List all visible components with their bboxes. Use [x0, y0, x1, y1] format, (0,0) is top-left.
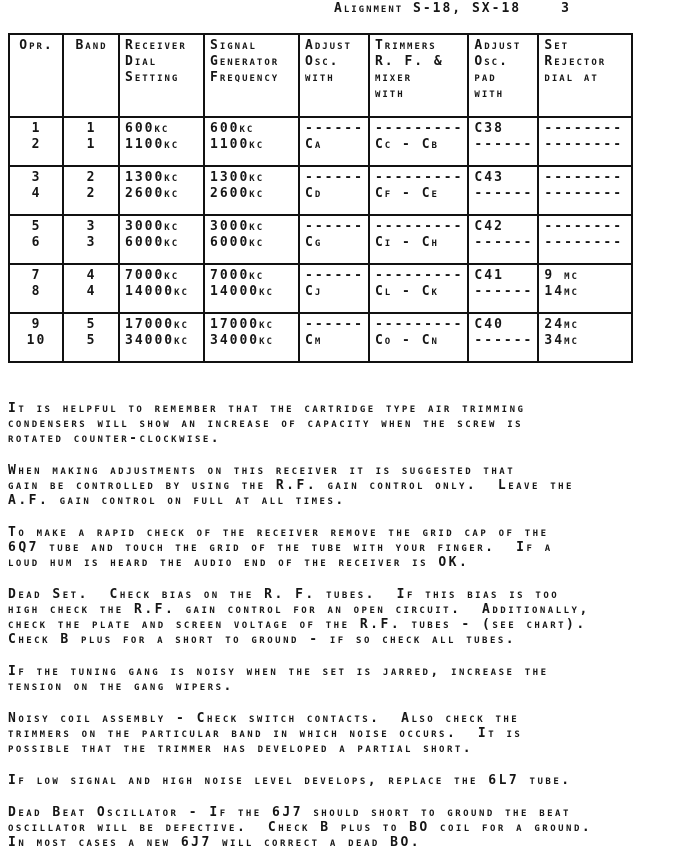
cell-freq: [204, 215, 299, 264]
cell-osc: [299, 215, 369, 264]
paragraph: [8, 773, 674, 788]
cell-opr: [9, 166, 63, 215]
text-line: Signal: [210, 38, 257, 53]
text-line: C38: [474, 121, 504, 136]
text-line: It is helpful to remember that the cartridge type air trimming: [8, 401, 526, 416]
text-line: R. F. &: [374, 54, 444, 69]
body-text: [8, 401, 674, 849]
text-line: 6000kc: [210, 235, 265, 250]
text-line: Noisy coil assembly - Check switch contacts. Also check the: [8, 711, 520, 726]
text-line: with: [474, 86, 505, 101]
text-line: 5: [86, 317, 97, 332]
cell-band: [63, 264, 119, 313]
col-header-osc: [299, 34, 369, 117]
text-line: 2600kc: [210, 186, 265, 201]
text-line: 6000kc: [125, 235, 180, 250]
text-line: --------: [544, 235, 624, 250]
text-line: 2: [86, 170, 97, 185]
text-line: C42: [474, 219, 504, 234]
text-line: 1300kc: [210, 170, 265, 185]
cell-dial: [119, 264, 204, 313]
text-line: with: [374, 86, 405, 101]
text-line: 6: [31, 235, 42, 250]
text-line: 3: [86, 235, 97, 250]
text-line: ------: [474, 284, 534, 299]
cell-trimmers: [369, 117, 468, 166]
text-line: Dead Set. Check bias on the R. F. tubes. If this bias is too: [8, 587, 560, 602]
text-line: If low signal and high noise level develops, replace the 6L7 tube.: [8, 773, 572, 788]
cell-pad: [468, 313, 538, 362]
table-header-row: [9, 34, 632, 117]
text-line: 10: [26, 333, 47, 348]
page-header: [8, 2, 674, 16]
text-line: --------: [544, 219, 624, 234]
text-line: Adjust: [474, 38, 522, 53]
paragraph: [8, 463, 674, 508]
text-line: 3: [31, 170, 42, 185]
col-header-trimmers: [369, 34, 468, 117]
text-line: ---------: [374, 121, 464, 136]
text-line: Dead Beat Oscillator - If the 6J7 should short to ground the beat: [8, 805, 571, 820]
text-line: --------: [544, 121, 624, 136]
cell-pad: [468, 264, 538, 313]
cell-trimmers: [369, 215, 468, 264]
text-line: Adjust: [305, 38, 352, 53]
text-line: 2600kc: [125, 186, 180, 201]
text-line: ------: [474, 137, 534, 152]
cell-trimmers: [369, 264, 468, 313]
page-title: Alignment S-18, SX-18: [334, 1, 522, 16]
text-line: ------: [305, 121, 364, 136]
text-line: oscillator will be defective. Check B plus to BO coil for a ground.: [8, 820, 593, 835]
text-line: Rejector: [544, 54, 607, 69]
cell-opr: [9, 264, 63, 313]
text-line: Ca: [305, 137, 323, 152]
cell-osc: [299, 264, 369, 313]
text-line: C43: [474, 170, 504, 185]
text-line: 1100kc: [125, 137, 180, 152]
text-line: ---------: [374, 317, 464, 332]
cell-freq: [204, 313, 299, 362]
table-row: [9, 215, 632, 264]
col-header-opr: [9, 34, 63, 117]
cell-band: [63, 215, 119, 264]
text-line: Set: [544, 38, 570, 53]
text-line: C41: [474, 268, 504, 283]
table-row: [9, 264, 632, 313]
text-line: Cm: [305, 333, 323, 348]
cell-freq: [204, 264, 299, 313]
text-line: 5: [31, 219, 42, 234]
text-line: To make a rapid check of the receiver remove the grid cap of the: [8, 525, 549, 540]
text-line: Trimmers: [374, 38, 437, 53]
cell-band: [63, 313, 119, 362]
cell-osc: [299, 117, 369, 166]
cell-dial: [119, 166, 204, 215]
cell-rejector: [538, 264, 632, 313]
text-line: 7000kc: [210, 268, 265, 283]
text-line: ---------: [374, 219, 464, 234]
table-row: [9, 117, 632, 166]
col-header-freq: [204, 34, 299, 117]
col-header-pad: [468, 34, 538, 117]
text-line: loud hum is heard the audio end of the receiver is OK.: [8, 555, 470, 570]
text-line: --------: [544, 186, 624, 201]
text-line: A.F. gain control on full at all times.: [8, 493, 346, 508]
text-line: 5: [86, 333, 97, 348]
text-line: 3000kc: [125, 219, 180, 234]
cell-dial: [119, 313, 204, 362]
text-line: 4: [86, 284, 97, 299]
text-line: Cd: [305, 186, 323, 201]
cell-pad: [468, 166, 538, 215]
text-line: rotated counter-clockwise.: [8, 431, 222, 446]
col-header-band: [63, 34, 119, 117]
text-line: 24mc: [544, 317, 579, 332]
alignment-table: [8, 33, 633, 363]
text-line: ------: [305, 219, 364, 234]
text-line: When making adjustments on this receiver it is suggested that: [8, 463, 516, 478]
text-line: 2: [31, 137, 42, 152]
text-line: gain be controlled by using the R.F. gain control only. Leave the: [8, 478, 574, 493]
text-line: 34mc: [544, 333, 579, 348]
cell-rejector: [538, 215, 632, 264]
text-line: Osc.: [474, 54, 509, 69]
paragraph: [8, 664, 674, 694]
text-line: 8: [31, 284, 42, 299]
text-line: tension on the gang wipers.: [8, 679, 234, 694]
text-line: 600kc: [210, 121, 255, 136]
cell-rejector: [538, 313, 632, 362]
cell-opr: [9, 215, 63, 264]
text-line: high check the R.F. gain control for an open circuit. Additionally,: [8, 602, 590, 617]
text-line: --------: [544, 170, 624, 185]
text-line: 1: [86, 121, 97, 136]
text-line: Cg: [305, 235, 323, 250]
text-line: Band: [75, 38, 108, 53]
cell-opr: [9, 313, 63, 362]
text-line: 14000kc: [210, 284, 274, 299]
text-line: 14000kc: [125, 284, 189, 299]
text-line: 1: [86, 137, 97, 152]
text-line: 4: [31, 186, 42, 201]
text-line: Cf - Ce: [374, 186, 439, 201]
text-line: possible that the trimmer has developed a partial short.: [8, 741, 474, 756]
cell-pad: [468, 117, 538, 166]
text-line: ------: [474, 186, 534, 201]
text-line: 14mc: [544, 284, 579, 299]
text-line: ---------: [374, 268, 464, 283]
text-line: C40: [474, 317, 504, 332]
text-line: Setting: [125, 70, 180, 85]
text-line: 9 mc: [544, 268, 579, 283]
text-line: Opr.: [19, 38, 54, 53]
text-line: 6Q7 tube and touch the grid of the tube with your finger. If a: [8, 540, 553, 555]
cell-pad: [468, 215, 538, 264]
text-line: Dial: [125, 54, 158, 69]
cell-rejector: [538, 117, 632, 166]
paragraph: [8, 401, 674, 446]
text-line: pad: [474, 70, 497, 85]
text-line: In most cases a new 6J7 will correct a dead BO.: [8, 835, 422, 849]
text-line: trimmers on the particular band in which noise occurs. It is: [8, 726, 523, 741]
cell-band: [63, 166, 119, 215]
text-line: 1: [31, 121, 42, 136]
text-line: Co - Cn: [374, 333, 439, 348]
cell-trimmers: [369, 166, 468, 215]
cell-band: [63, 117, 119, 166]
text-line: 7000kc: [125, 268, 180, 283]
cell-opr: [9, 117, 63, 166]
table-row: [9, 166, 632, 215]
text-line: ---------: [374, 170, 464, 185]
text-line: 7: [31, 268, 42, 283]
paragraph: [8, 711, 674, 756]
text-line: ------: [474, 235, 534, 250]
text-line: with: [305, 70, 335, 85]
page-number: 3: [561, 1, 571, 16]
text-line: Ci - Ch: [374, 235, 439, 250]
text-line: 1300kc: [125, 170, 180, 185]
text-line: 34000kc: [210, 333, 274, 348]
text-line: Cc - Cb: [374, 137, 439, 152]
text-line: condensers will show an increase of capacity when the screw is: [8, 416, 524, 431]
text-line: 9: [31, 317, 42, 332]
text-line: If the tuning gang is noisy when the set is jarred, increase the: [8, 664, 549, 679]
cell-dial: [119, 215, 204, 264]
text-line: 17000kc: [210, 317, 274, 332]
cell-dial: [119, 117, 204, 166]
text-line: Receiver: [125, 38, 187, 53]
col-header-dial: [119, 34, 204, 117]
text-line: Cl - Ck: [374, 284, 439, 299]
text-line: 3000kc: [210, 219, 265, 234]
text-line: mixer: [374, 70, 413, 85]
table-row: [9, 313, 632, 362]
text-line: Cj: [305, 284, 323, 299]
cell-osc: [299, 166, 369, 215]
text-line: Frequency: [210, 70, 280, 85]
cell-freq: [204, 117, 299, 166]
text-line: --------: [544, 137, 624, 152]
text-line: dial at: [544, 70, 599, 85]
paragraph: [8, 805, 674, 849]
text-line: check the plate and screen voltage of the R.F. tubes - (see chart).: [8, 617, 587, 632]
text-line: 3: [86, 219, 97, 234]
paragraph: [8, 587, 674, 647]
text-line: ------: [305, 317, 364, 332]
text-line: Check B plus for a short to ground - if so check all tubes.: [8, 632, 517, 647]
text-line: 2: [86, 186, 97, 201]
text-line: Generator: [210, 54, 280, 69]
text-line: 600kc: [125, 121, 170, 136]
cell-osc: [299, 313, 369, 362]
text-line: 34000kc: [125, 333, 189, 348]
text-line: 4: [86, 268, 97, 283]
cell-freq: [204, 166, 299, 215]
text-line: ------: [474, 333, 534, 348]
text-line: ------: [305, 170, 364, 185]
table-body: [9, 117, 632, 362]
paragraph: [8, 525, 674, 570]
text-line: 1100kc: [210, 137, 265, 152]
cell-rejector: [538, 166, 632, 215]
text-line: Osc.: [305, 54, 340, 69]
text-line: 17000kc: [125, 317, 189, 332]
cell-trimmers: [369, 313, 468, 362]
col-header-rejector: [538, 34, 632, 117]
text-line: ------: [305, 268, 364, 283]
